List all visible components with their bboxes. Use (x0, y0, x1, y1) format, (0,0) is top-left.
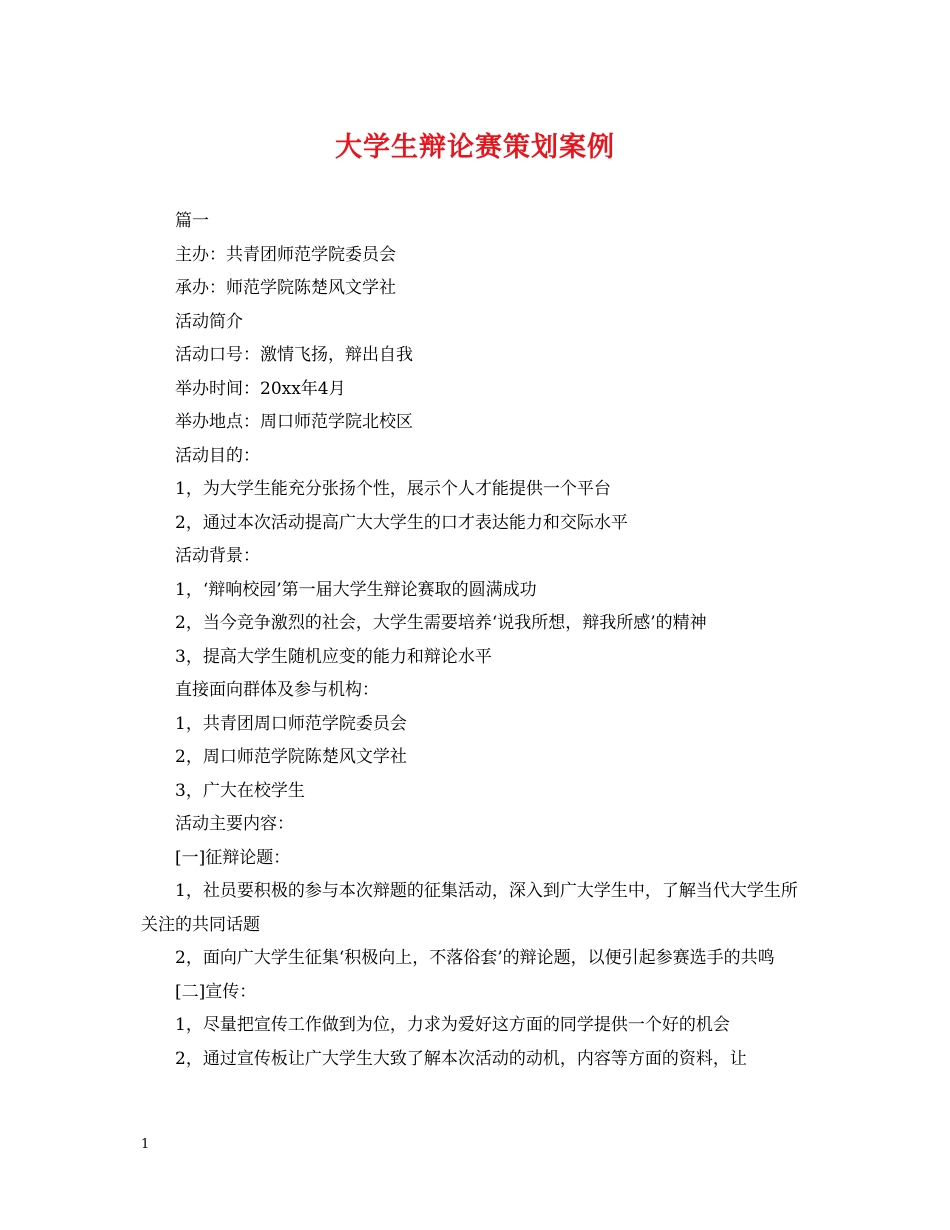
paragraph-content-heading: 活动主要内容： (175, 814, 294, 834)
paragraph-target-2: 2，周口师范学院陈楚风文学社 (175, 747, 407, 767)
paragraph-topic-heading: [一]征辩论题： (175, 847, 291, 868)
paragraph-background-2: 2，当今竞争激烈的社会，大学生需要培养‘说我所想，辩我所感’的精神 (175, 613, 707, 633)
paragraph-background-3: 3，提高大学生随机应变的能力和辩论水平 (175, 646, 492, 667)
paragraph-publicity-2: 2，通过宣传板让广大学生大致了解本次活动的动机，内容等方面的资料，让 (175, 1048, 747, 1069)
paragraph-topic-1: 1，社员要积极的参与本次辩题的征集活动，深入到广大学生中，了解当代大学生所关注的共同话题 (141, 881, 798, 935)
paragraph-purpose-1: 1，为大学生能充分张扬个性，展示个人才能提供一个平台 (175, 479, 611, 499)
paragraph-organizer: 主办：共青团师范学院委员会 (175, 244, 396, 265)
paragraph-slogan: 活动口号：激情飞扬，辩出自我 (175, 345, 413, 365)
paragraph-time: 举办时间：20xx年4月 (175, 378, 346, 399)
paragraph-target-3: 3，广大在校学生 (175, 780, 305, 801)
paragraph-publicity-1: 1，尽量把宣传工作做到为位，力求为爱好这方面的同学提供一个好的机会 (175, 1015, 730, 1035)
paragraph-background-1: 1，‘辩响校园’第一届大学生辩论赛取的圆满成功 (175, 579, 537, 600)
document-title: 大学生辩论赛策划案例 (335, 132, 615, 163)
paragraph-section-label: 篇一 (175, 211, 209, 231)
paragraph-target-1: 1，共青团周口师范学院委员会 (175, 713, 407, 734)
paragraph-topic-2: 2，面向广大学生征集‘积极向上，不落俗套’的辩论题，以便引起参赛选手的共鸣 (175, 948, 775, 968)
paragraph-co-organizer: 承办：师范学院陈楚风文学社 (175, 278, 396, 298)
paragraph-publicity-heading: [二]宣传： (175, 981, 257, 1002)
page-number: 1 (141, 1137, 150, 1152)
paragraph-purpose-heading: 活动目的： (175, 445, 260, 466)
paragraph-location: 举办地点：周口师范学院北校区 (175, 412, 413, 432)
paragraph-background-heading: 活动背景： (175, 546, 260, 566)
document-body (141, 205, 811, 1076)
paragraph-target-heading: 直接面向群体及参与机构： (175, 680, 379, 700)
paragraph-activity-intro-heading: 活动简介 (175, 311, 243, 332)
paragraph-purpose-2: 2，通过本次活动提高广大大学生的口才表达能力和交际水平 (175, 512, 628, 533)
